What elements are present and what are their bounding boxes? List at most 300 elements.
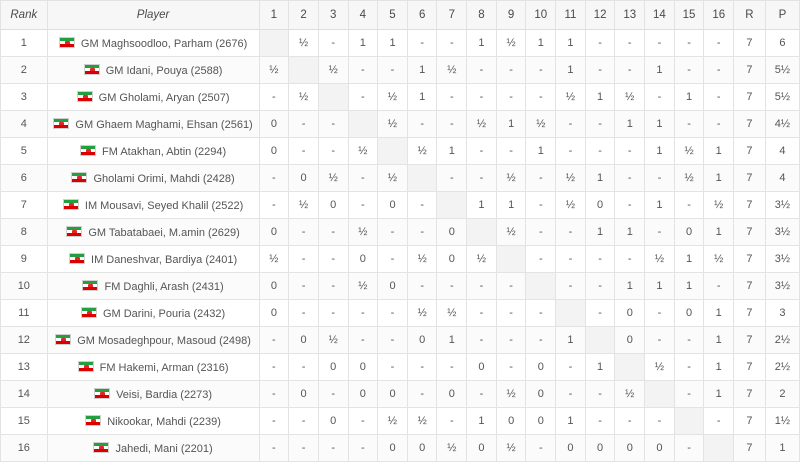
cell-result: ½ <box>378 165 408 192</box>
player-name: FM Atakhan, Abtin (2294) <box>102 145 227 158</box>
iran-flag-icon <box>69 253 85 264</box>
cell-result: 0 <box>526 354 556 381</box>
cell-result: - <box>378 219 408 246</box>
cell-result: - <box>615 57 645 84</box>
cell-result: - <box>348 192 378 219</box>
cell-result: - <box>615 30 645 57</box>
cell-result: - <box>645 30 675 57</box>
cell-result: - <box>467 327 497 354</box>
cell-result: 1 <box>585 354 615 381</box>
table-row <box>1 273 800 300</box>
header-round-12: 12 <box>585 1 615 30</box>
cell-result: 0 <box>407 435 437 462</box>
cell-rank: 13 <box>1 354 48 381</box>
table-row <box>1 192 800 219</box>
player-name: IM Daneshvar, Bardiya (2401) <box>91 253 238 266</box>
cell-result: ½ <box>289 30 319 57</box>
cell-result: 1 <box>704 219 734 246</box>
cell-result: 0 <box>318 354 348 381</box>
cell-result: - <box>674 57 704 84</box>
cell-result: 0 <box>585 192 615 219</box>
cell-result: - <box>467 300 497 327</box>
cell-result: 0 <box>259 273 289 300</box>
table-row <box>1 111 800 138</box>
cell-result: 1 <box>704 354 734 381</box>
cell-result: - <box>318 381 348 408</box>
cell-rank: 1 <box>1 30 48 57</box>
cell-result: ½ <box>615 84 645 111</box>
cell-result: - <box>318 273 348 300</box>
table-row <box>1 435 800 462</box>
cell-result: 0 <box>259 300 289 327</box>
cell-result: - <box>585 408 615 435</box>
cell-result: - <box>704 84 734 111</box>
cell-player[interactable] <box>47 84 259 111</box>
cell-result: 1 <box>526 30 556 57</box>
cell-self <box>674 408 704 435</box>
cell-result: - <box>318 30 348 57</box>
cell-result: - <box>318 435 348 462</box>
header-round-13: 13 <box>615 1 645 30</box>
cell-result: - <box>526 84 556 111</box>
cell-result: - <box>467 84 497 111</box>
cell-result: 0 <box>348 246 378 273</box>
cell-player[interactable] <box>47 246 259 273</box>
cell-rounds-played: 7 <box>734 327 766 354</box>
cell-result: ½ <box>526 111 556 138</box>
cell-result: 1 <box>496 192 526 219</box>
header-round-11: 11 <box>556 1 586 30</box>
cell-result: - <box>289 111 319 138</box>
table-row <box>1 219 800 246</box>
cell-result: - <box>289 300 319 327</box>
cell-result: - <box>585 111 615 138</box>
cell-player[interactable] <box>47 408 259 435</box>
cell-result: - <box>407 219 437 246</box>
cell-rank: 6 <box>1 165 48 192</box>
cell-result: - <box>348 327 378 354</box>
cell-rank: 7 <box>1 192 48 219</box>
cell-result: - <box>585 57 615 84</box>
cell-result: ½ <box>704 246 734 273</box>
cell-result: ½ <box>437 435 467 462</box>
cell-result: ½ <box>378 111 408 138</box>
cell-result: ½ <box>318 165 348 192</box>
cell-result: - <box>378 57 408 84</box>
cell-result: - <box>318 138 348 165</box>
cell-player[interactable] <box>47 435 259 462</box>
cell-result: 0 <box>289 165 319 192</box>
cell-result: 0 <box>526 408 556 435</box>
cell-points: 3 <box>765 300 799 327</box>
cell-rounds-played: 7 <box>734 246 766 273</box>
cell-result: ½ <box>348 273 378 300</box>
iran-flag-icon <box>77 91 93 102</box>
cell-result: - <box>437 111 467 138</box>
cell-result: - <box>289 273 319 300</box>
cell-result: - <box>467 273 497 300</box>
cell-self <box>407 165 437 192</box>
table-row <box>1 30 800 57</box>
cell-result: 1 <box>704 381 734 408</box>
cell-self <box>348 111 378 138</box>
cell-result: 0 <box>674 219 704 246</box>
cell-result: 1 <box>467 408 497 435</box>
cell-rounds-played: 7 <box>734 300 766 327</box>
cell-result: ½ <box>378 408 408 435</box>
cell-result: - <box>437 84 467 111</box>
cell-result: - <box>704 111 734 138</box>
cell-result: 1 <box>407 84 437 111</box>
header-round-5: 5 <box>378 1 408 30</box>
cell-result: 1 <box>556 30 586 57</box>
cell-result: 1 <box>615 219 645 246</box>
cell-result: ½ <box>407 246 437 273</box>
cell-player[interactable] <box>47 273 259 300</box>
cell-points: 6 <box>765 30 799 57</box>
cell-result: ½ <box>259 246 289 273</box>
cell-self <box>645 381 675 408</box>
cell-result: ½ <box>467 246 497 273</box>
cell-result: 1 <box>704 300 734 327</box>
header-round-1: 1 <box>259 1 289 30</box>
iran-flag-icon <box>82 280 98 291</box>
cell-result: 1 <box>556 408 586 435</box>
cell-result: 0 <box>437 219 467 246</box>
cell-rounds-played: 7 <box>734 30 766 57</box>
header-round-10: 10 <box>526 1 556 30</box>
cell-player[interactable] <box>47 165 259 192</box>
cell-result: - <box>318 219 348 246</box>
cell-result: 0 <box>318 408 348 435</box>
header-round-4: 4 <box>348 1 378 30</box>
cell-result: ½ <box>645 354 675 381</box>
cell-result: ½ <box>496 435 526 462</box>
cell-result: 1 <box>378 30 408 57</box>
cell-result: - <box>526 219 556 246</box>
cell-result: - <box>407 30 437 57</box>
cell-result: 1 <box>407 57 437 84</box>
cell-rounds-played: 7 <box>734 84 766 111</box>
cell-rank: 14 <box>1 381 48 408</box>
cell-result: - <box>259 192 289 219</box>
header-round-2: 2 <box>289 1 319 30</box>
iran-flag-icon <box>84 64 100 75</box>
cell-rounds-played: 7 <box>734 435 766 462</box>
iran-flag-icon <box>94 388 110 399</box>
cell-result: - <box>526 246 556 273</box>
cell-result: ½ <box>289 84 319 111</box>
cell-result: ½ <box>674 165 704 192</box>
cell-rounds-played: 7 <box>734 165 766 192</box>
cell-result: - <box>585 381 615 408</box>
cell-result: - <box>526 192 556 219</box>
cell-player[interactable] <box>47 138 259 165</box>
header-rank: Rank <box>1 1 48 30</box>
cell-result: 0 <box>378 435 408 462</box>
cell-result: 0 <box>378 273 408 300</box>
cell-result: 1 <box>674 273 704 300</box>
cell-result: 1 <box>645 111 675 138</box>
cell-points: 4½ <box>765 111 799 138</box>
cell-result: 0 <box>259 219 289 246</box>
cell-result: 1 <box>704 327 734 354</box>
cell-rank: 4 <box>1 111 48 138</box>
header-player: Player <box>47 1 259 30</box>
cell-result: - <box>259 327 289 354</box>
cell-result: - <box>289 354 319 381</box>
cell-result: 1 <box>674 84 704 111</box>
cell-result: - <box>259 435 289 462</box>
cell-result: - <box>407 381 437 408</box>
cell-result: ½ <box>556 165 586 192</box>
cell-result: - <box>674 111 704 138</box>
cell-result: - <box>674 327 704 354</box>
cell-result: 1 <box>437 327 467 354</box>
cell-result: - <box>496 138 526 165</box>
cell-result: 1 <box>467 30 497 57</box>
cell-rank: 5 <box>1 138 48 165</box>
cell-result: - <box>407 354 437 381</box>
cell-rank: 2 <box>1 57 48 84</box>
cell-player[interactable] <box>47 192 259 219</box>
cell-rounds-played: 7 <box>734 273 766 300</box>
cell-result: 0 <box>615 327 645 354</box>
cell-player[interactable] <box>47 381 259 408</box>
table-row <box>1 408 800 435</box>
table-row <box>1 246 800 273</box>
cell-result: - <box>556 381 586 408</box>
cell-result: 1 <box>437 138 467 165</box>
cell-result: - <box>585 138 615 165</box>
cell-rank: 8 <box>1 219 48 246</box>
cell-player[interactable] <box>47 57 259 84</box>
cell-points: 4 <box>765 138 799 165</box>
cell-result: 1 <box>526 138 556 165</box>
cell-result: - <box>437 408 467 435</box>
cell-result: - <box>585 300 615 327</box>
cell-result: ½ <box>556 192 586 219</box>
cell-result: - <box>407 192 437 219</box>
cell-result: 1 <box>645 192 675 219</box>
table-row <box>1 300 800 327</box>
cell-rounds-played: 7 <box>734 111 766 138</box>
cell-rounds-played: 7 <box>734 219 766 246</box>
cell-result: 0 <box>348 381 378 408</box>
cell-result: - <box>645 165 675 192</box>
header-round-9: 9 <box>496 1 526 30</box>
cell-result: 1 <box>585 219 615 246</box>
cell-result: - <box>556 354 586 381</box>
cell-self <box>496 246 526 273</box>
cell-rounds-played: 7 <box>734 354 766 381</box>
player-name: GM Tabatabaei, M.amin (2629) <box>88 226 240 239</box>
cell-result: 0 <box>585 435 615 462</box>
cell-result: - <box>556 111 586 138</box>
cell-result: ½ <box>289 192 319 219</box>
cell-result: ½ <box>556 84 586 111</box>
cell-result: 1 <box>585 84 615 111</box>
cell-points: 5½ <box>765 57 799 84</box>
header-row <box>1 1 800 30</box>
cell-result: - <box>259 84 289 111</box>
cell-result: - <box>704 57 734 84</box>
cell-result: 0 <box>318 192 348 219</box>
cell-result: 0 <box>645 435 675 462</box>
cell-result: 0 <box>289 327 319 354</box>
cell-result: ½ <box>407 300 437 327</box>
cell-self <box>585 327 615 354</box>
cell-result: - <box>467 138 497 165</box>
cell-result: 0 <box>437 381 467 408</box>
cell-result: ½ <box>407 138 437 165</box>
cell-result: 1 <box>556 57 586 84</box>
cell-result: ½ <box>348 219 378 246</box>
cell-result: - <box>318 111 348 138</box>
header-round-3: 3 <box>318 1 348 30</box>
cell-result: ½ <box>378 84 408 111</box>
cell-self <box>467 219 497 246</box>
cell-result: - <box>259 354 289 381</box>
cell-rounds-played: 7 <box>734 381 766 408</box>
player-name: GM Idani, Pouya (2588) <box>105 64 223 77</box>
player-name: GM Mosadeghpour, Masoud (2498) <box>77 334 251 347</box>
cell-rank: 10 <box>1 273 48 300</box>
cell-result: - <box>467 165 497 192</box>
cell-result: 0 <box>496 408 526 435</box>
cell-result: - <box>496 300 526 327</box>
cell-result: - <box>526 57 556 84</box>
cell-result: ½ <box>645 246 675 273</box>
cell-result: ½ <box>437 57 467 84</box>
cell-self <box>615 354 645 381</box>
header-r: R <box>734 1 766 30</box>
cell-result: - <box>526 300 556 327</box>
header-p: P <box>765 1 799 30</box>
cell-result: - <box>674 192 704 219</box>
cell-result: - <box>556 219 586 246</box>
player-name: Gholami Orimi, Mahdi (2428) <box>93 172 235 185</box>
cell-result: - <box>348 300 378 327</box>
cell-result: ½ <box>496 219 526 246</box>
cell-player[interactable] <box>47 354 259 381</box>
cell-player[interactable] <box>47 219 259 246</box>
cell-result: - <box>526 327 556 354</box>
cell-result: ½ <box>674 138 704 165</box>
cell-result: - <box>496 273 526 300</box>
cell-result: - <box>526 165 556 192</box>
cell-result: - <box>467 381 497 408</box>
cell-result: - <box>704 273 734 300</box>
cell-self <box>526 273 556 300</box>
player-name: GM Maghsoodloo, Parham (2676) <box>80 37 248 50</box>
player-name: FM Hakemi, Arman (2316) <box>99 361 229 374</box>
cell-result: 1 <box>645 273 675 300</box>
cell-result: - <box>289 219 319 246</box>
cell-result: 0 <box>615 300 645 327</box>
cell-result: - <box>556 273 586 300</box>
cell-rank: 15 <box>1 408 48 435</box>
cell-result: - <box>259 408 289 435</box>
cell-player[interactable] <box>47 111 259 138</box>
cell-result: ½ <box>318 327 348 354</box>
cell-result: ½ <box>407 408 437 435</box>
table-row <box>1 57 800 84</box>
cell-points: 2 <box>765 381 799 408</box>
cell-result: - <box>496 57 526 84</box>
cell-points: 3½ <box>765 192 799 219</box>
iran-flag-icon <box>66 226 82 237</box>
cell-result: 0 <box>259 111 289 138</box>
cell-result: - <box>289 435 319 462</box>
iran-flag-icon <box>71 172 87 183</box>
cell-result: 1 <box>615 273 645 300</box>
table-row <box>1 327 800 354</box>
cell-player[interactable] <box>47 30 259 57</box>
cell-result: ½ <box>615 381 645 408</box>
cell-result: - <box>348 408 378 435</box>
header-round-16: 16 <box>704 1 734 30</box>
player-name: GM Darini, Pouria (2432) <box>102 307 226 320</box>
cell-result: - <box>704 30 734 57</box>
header-round-14: 14 <box>645 1 675 30</box>
cell-result: - <box>259 381 289 408</box>
cell-result: - <box>645 84 675 111</box>
cell-result: - <box>289 246 319 273</box>
player-name: IM Mousavi, Seyed Khalil (2522) <box>84 199 244 212</box>
cell-result: 0 <box>615 435 645 462</box>
cell-rank: 3 <box>1 84 48 111</box>
player-name: GM Gholami, Aryan (2507) <box>98 91 230 104</box>
iran-flag-icon <box>53 118 69 129</box>
cell-result: - <box>526 435 556 462</box>
cell-rounds-played: 7 <box>734 57 766 84</box>
cell-result: - <box>615 165 645 192</box>
cell-result: - <box>556 138 586 165</box>
cell-result: - <box>348 84 378 111</box>
cell-result: - <box>467 57 497 84</box>
cell-result: - <box>674 30 704 57</box>
cell-rank: 11 <box>1 300 48 327</box>
cell-result: - <box>407 273 437 300</box>
cell-result: 0 <box>348 354 378 381</box>
cell-result: 1 <box>348 30 378 57</box>
header-round-15: 15 <box>674 1 704 30</box>
cell-result: 1 <box>467 192 497 219</box>
cell-result: - <box>289 408 319 435</box>
cell-result: 1 <box>704 165 734 192</box>
cell-result: - <box>407 111 437 138</box>
player-name: Nikookar, Mahdi (2239) <box>107 415 221 428</box>
cell-result: ½ <box>467 111 497 138</box>
table-row <box>1 138 800 165</box>
cell-result: - <box>645 327 675 354</box>
cell-result: - <box>378 327 408 354</box>
iran-flag-icon <box>55 334 71 345</box>
cell-result: ½ <box>437 300 467 327</box>
table-row <box>1 84 800 111</box>
cell-result: 1 <box>704 138 734 165</box>
cell-player[interactable] <box>47 327 259 354</box>
player-name: Veisi, Bardia (2273) <box>116 388 213 401</box>
cell-player[interactable] <box>47 300 259 327</box>
cell-rounds-played: 7 <box>734 192 766 219</box>
cell-self <box>378 138 408 165</box>
cell-result: - <box>615 192 645 219</box>
cell-result: ½ <box>259 57 289 84</box>
cell-result: - <box>645 219 675 246</box>
cell-result: 0 <box>289 381 319 408</box>
